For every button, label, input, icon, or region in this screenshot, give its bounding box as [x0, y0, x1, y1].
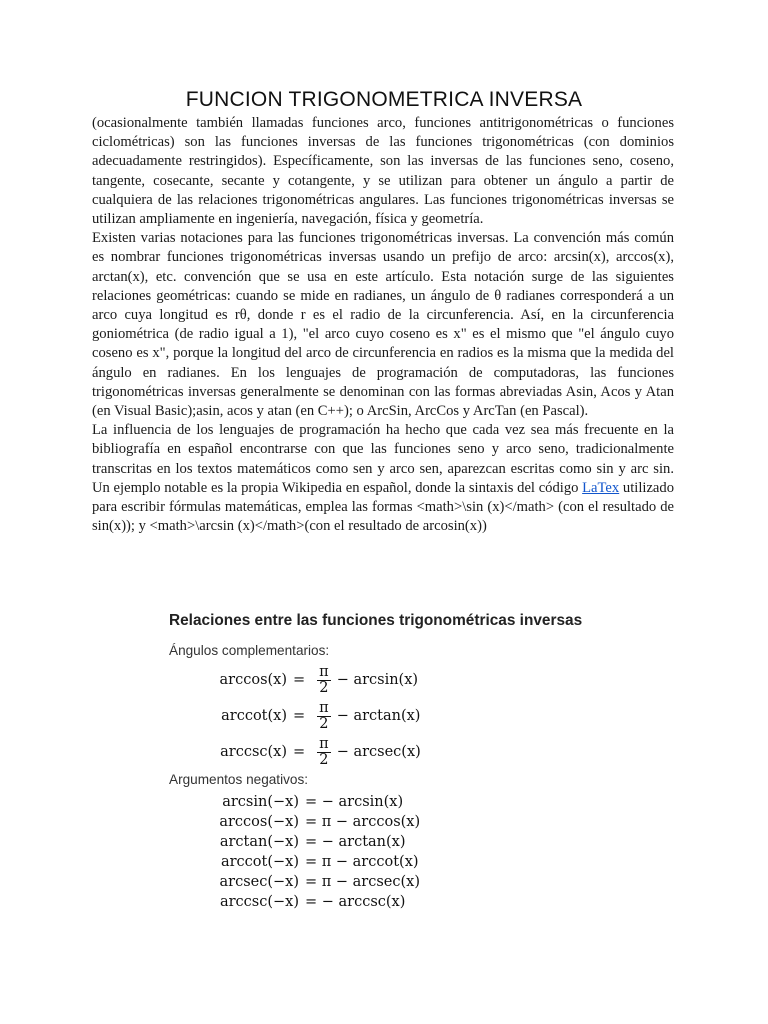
fraction-numerator: π [319, 699, 329, 716]
paragraph-notation: Existen varias notaciones para las funciones trigonométricas inversas. La convención más común es nombrar funciones trigonométricas inversas usando un prefijo de arco: arcsin(x), arccos(x), arctan(x), etc. convención que se usa en este artículo. Esta notación surge de las siguientes relaciones geométricas: cuando se mide en radianes, un ángulo de θ radianes corresponderá a un arco cuya longitud es rθ, donde r es el radio de la circunferencia. Así, en la circunferencia goniométrica (de radio igual a 1), "el arco cuyo coseno es x" es el mismo que "el ángulo cuyo coseno es x", porque la longitud del arco de circunferencia en radios es la misma que la medida del ángulo en radianes. En los lenguajes de programación de computadoras, las funciones trigonométricas inversas generalmente se denominan con las formas abreviadas Asin, Acos y Atan (en Visual Basic);asin, acos y atan (en C++); o ArcSin, ArcCos y ArcTan (en Pascal). [92, 230, 674, 420]
fraction-denominator: 2 [319, 679, 329, 696]
formula-rhs: = − arcsin(x) [305, 794, 404, 810]
equals-sign: = [293, 708, 306, 724]
formula-row [191, 872, 669, 892]
formula-lhs: arccot(x) [221, 708, 287, 724]
equals-sign: = [293, 672, 306, 688]
formula-row [191, 812, 669, 832]
formula-rhs: = − arctan(x) [305, 834, 406, 850]
body-text [92, 114, 674, 536]
formula-lhs: arccsc(x) [220, 744, 287, 760]
complementary-formulas [193, 662, 669, 770]
latex-link[interactable]: LaTex [582, 479, 620, 496]
formula-lhs: arcsec(−x) [219, 874, 299, 890]
formula-rhs: = π − arcsec(x) [305, 874, 420, 890]
equals-sign: = [293, 744, 306, 760]
relations-heading: Relaciones entre las funciones trigonométricas inversas [169, 612, 583, 629]
formula-lhs: arctan(−x) [219, 834, 299, 850]
formula-row [191, 852, 669, 872]
formula-row [191, 792, 669, 812]
fraction-denominator: 2 [319, 751, 329, 768]
formula-lhs: arccos(x) [219, 672, 287, 688]
document-title: FUNCION TRIGONOMETRICA INVERSA [185, 88, 583, 111]
formula-row [193, 698, 669, 734]
paragraph-influence [92, 421, 674, 536]
pi-over-two-fraction [317, 665, 331, 696]
formula-lhs: arcsin(−x) [222, 794, 299, 810]
formula-lhs: arccos(−x) [219, 814, 299, 830]
formula-rhs: − arctan(x) [336, 708, 421, 724]
formula-row [191, 832, 669, 852]
paragraph-definition: (ocasionalmente también llamadas funciones arco, funciones antitrigonométricas o funciones ciclométricas) son las funciones inversas de las funciones trigonométricas (con dominios adecuadamente restringidos). Específicamente, son las inversas de las funciones seno, coseno, tangente, cosecante, secante y cotangente, y se utilizan para obtener un ángulo a partir de cualquiera de las relaciones trigonométricas angulares. Las funciones trigonométricas inversas se utilizan ampliamente en ingeniería, navegación, física y geometría. [92, 115, 674, 228]
formula-row [193, 662, 669, 698]
paragraph-influence-text-end: utilizado para escribir fórmulas matemáticas, emplea las formas <math>\sin (x)</math> (con el resultado de sin(x)); y <math>\arcsin (x)</math>(con el resultado de arcosin(x)) [92, 479, 674, 535]
formula-rhs: − arcsec(x) [336, 744, 421, 760]
formula-rhs: = π − arccot(x) [305, 854, 419, 870]
fraction-numerator: π [319, 735, 329, 752]
formula-lhs: arccot(−x) [220, 854, 299, 870]
fraction-denominator: 2 [319, 715, 329, 732]
formula-row [193, 734, 669, 770]
formula-lhs: arccsc(−x) [219, 894, 299, 910]
formula-rhs: − arcsin(x) [336, 672, 419, 688]
fraction-numerator: π [319, 663, 329, 680]
formula-rhs: = π − arccos(x) [305, 814, 421, 830]
negative-formulas [191, 792, 669, 912]
formula-rhs: = − arccsc(x) [305, 894, 406, 910]
formula-row [191, 892, 669, 912]
paragraph-influence-text: La influencia de los lenguajes de programación ha hecho que cada vez sea más frecuente en la bibliografía en español encontrarse con que las funciones seno y arco seno, tradicionalmente transcritas en los textos matemáticos como sen y arco sen, aparezcan escritas como sin y arc sin. Un ejemplo notable es la propia Wikipedia en español, donde la sintaxis del código [92, 422, 674, 496]
negative-arguments-label: Argumentos negativos: [169, 772, 309, 787]
pi-over-two-fraction [317, 701, 331, 732]
pi-over-two-fraction [317, 737, 331, 768]
complementary-angles-label: Ángulos complementarios: [169, 643, 330, 658]
math-relations-figure [169, 612, 669, 912]
